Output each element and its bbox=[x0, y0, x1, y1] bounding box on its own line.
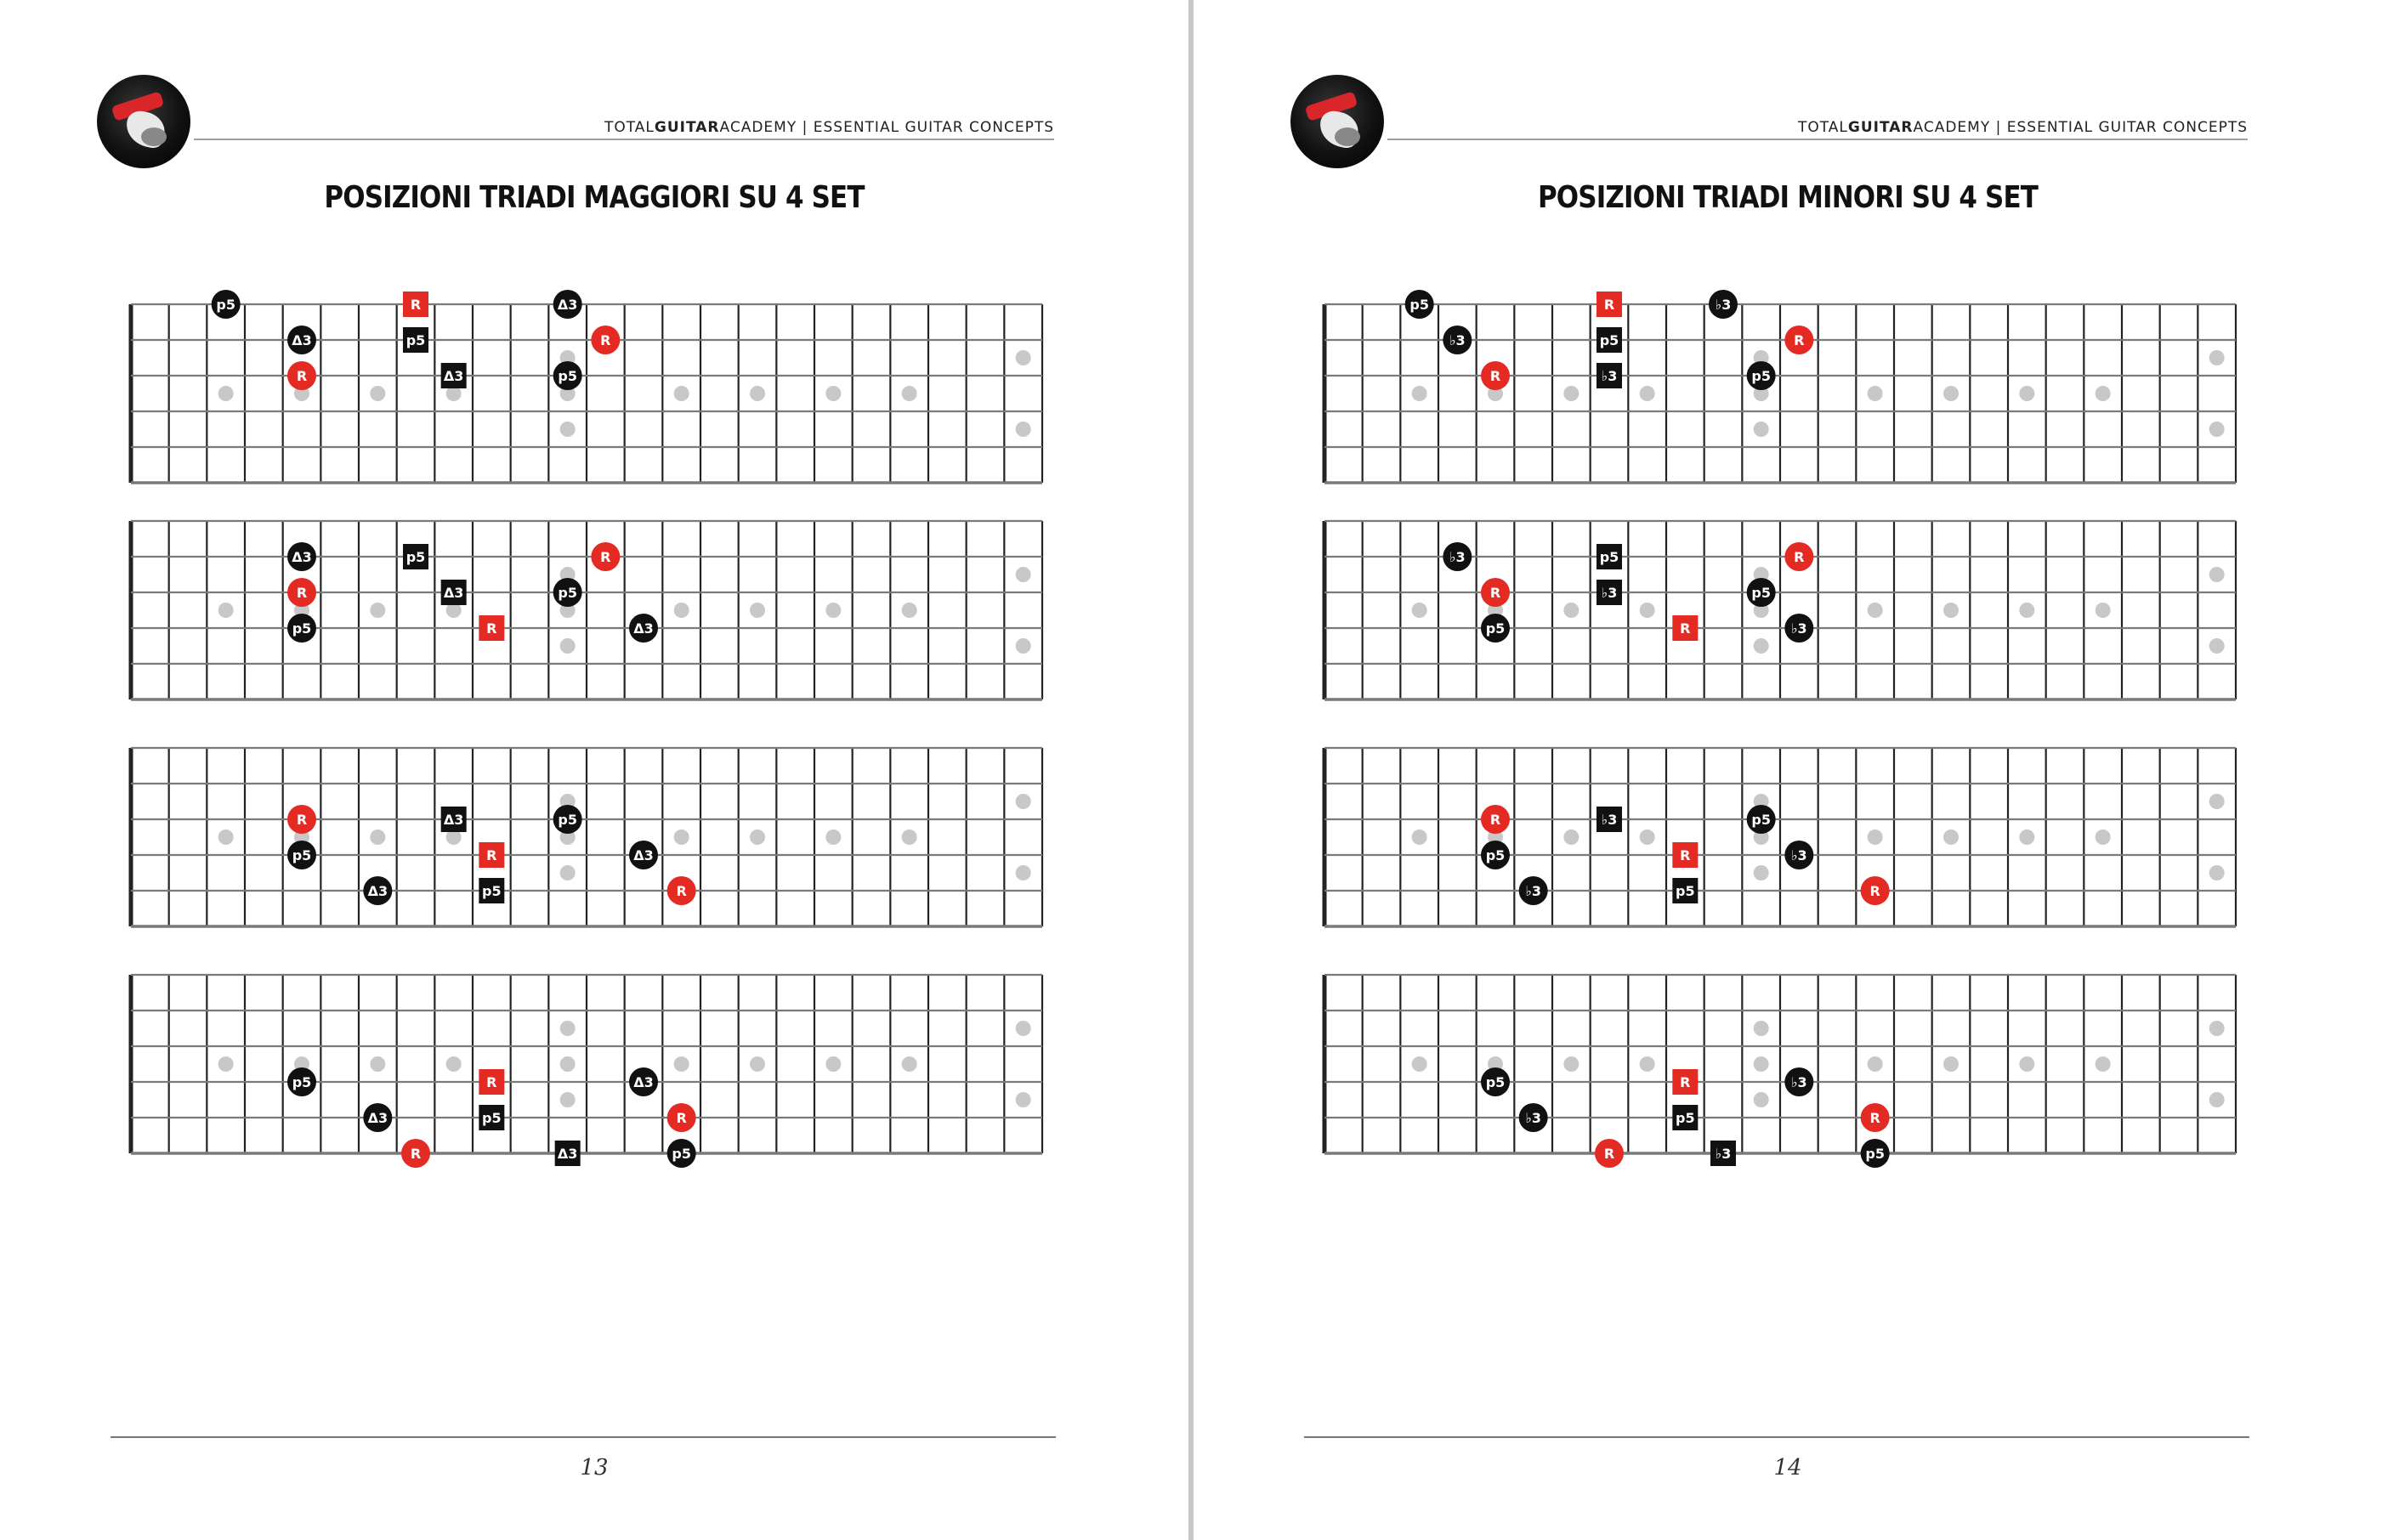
fret-marker bbox=[2019, 603, 2034, 618]
fret-marker bbox=[1943, 829, 1959, 845]
note-label: ♭3 bbox=[1790, 620, 1807, 637]
fretboard-diagram-4 bbox=[1324, 975, 2236, 1168]
note-tone bbox=[287, 614, 316, 643]
note-tone bbox=[363, 1103, 392, 1132]
page-number: 14 bbox=[1773, 1455, 1802, 1481]
fret-marker bbox=[1016, 638, 1031, 654]
note-root bbox=[1672, 842, 1698, 868]
fret-marker bbox=[750, 1056, 765, 1072]
fret-marker bbox=[218, 1056, 234, 1072]
note-tone bbox=[1519, 1103, 1548, 1132]
fret-marker bbox=[560, 422, 576, 437]
note-tone bbox=[363, 876, 392, 905]
note-label: p5 bbox=[482, 883, 502, 899]
note-label: p5 bbox=[482, 1110, 502, 1126]
running-header: TOTALGUITARACADEMY | ESSENTIAL GUITAR CONCEPTS bbox=[604, 119, 1054, 136]
note-label: R bbox=[676, 883, 687, 899]
note-label: ♭3 bbox=[1525, 1110, 1542, 1126]
note-tone bbox=[441, 580, 467, 605]
fretboard-diagram-2 bbox=[131, 521, 1042, 699]
note-label: R bbox=[1794, 549, 1805, 565]
fret-marker bbox=[1754, 1056, 1769, 1072]
note-root bbox=[1597, 292, 1622, 317]
fret-marker bbox=[2019, 386, 2034, 401]
note-tone bbox=[1519, 876, 1548, 905]
fret-marker bbox=[218, 829, 234, 845]
fret-marker bbox=[2096, 603, 2111, 618]
note-tone bbox=[1784, 841, 1813, 869]
fret-marker bbox=[560, 1092, 576, 1107]
fret-marker bbox=[825, 603, 841, 618]
note-root bbox=[591, 326, 620, 354]
note-label: Δ3 bbox=[292, 332, 312, 348]
fret-marker bbox=[2096, 386, 2111, 401]
fret-marker bbox=[1563, 603, 1579, 618]
fret-marker bbox=[1754, 422, 1769, 437]
note-label: Δ3 bbox=[367, 883, 388, 899]
running-header: TOTALGUITARACADEMY | ESSENTIAL GUITAR CONCEPTS bbox=[1797, 119, 2248, 136]
note-tone bbox=[287, 326, 316, 354]
fret-marker bbox=[2209, 1021, 2225, 1036]
note-label: Δ3 bbox=[633, 1074, 654, 1090]
note-root bbox=[1861, 876, 1890, 905]
note-label: R bbox=[296, 368, 308, 384]
fret-marker bbox=[902, 1056, 917, 1072]
footer-rule bbox=[111, 1436, 1056, 1438]
fret-marker bbox=[2209, 638, 2225, 654]
note-tone bbox=[1784, 1067, 1813, 1096]
fret-marker bbox=[1868, 1056, 1883, 1072]
note-label: p5 bbox=[558, 368, 577, 384]
page-title: POSIZIONI TRIADI MAGGIORI SU 4 SET bbox=[324, 180, 865, 215]
note-tone bbox=[629, 1067, 658, 1096]
fret-marker bbox=[1640, 603, 1655, 618]
fret-marker bbox=[825, 1056, 841, 1072]
note-tone bbox=[287, 1067, 316, 1096]
fret-marker bbox=[560, 638, 576, 654]
fretboard-diagram-4 bbox=[131, 975, 1042, 1168]
note-label: R bbox=[600, 549, 611, 565]
note-tone bbox=[1710, 1141, 1736, 1166]
fret-marker bbox=[1412, 386, 1427, 401]
note-tone bbox=[1747, 578, 1776, 607]
note-label: R bbox=[1680, 847, 1691, 863]
note-tone bbox=[1709, 290, 1738, 319]
note-label: p5 bbox=[292, 847, 312, 863]
fret-marker bbox=[902, 829, 917, 845]
note-label: R bbox=[1869, 883, 1880, 899]
note-root bbox=[287, 578, 316, 607]
fret-marker bbox=[750, 386, 765, 401]
fret-marker bbox=[560, 1021, 576, 1036]
fret-marker bbox=[1412, 829, 1427, 845]
note-root bbox=[667, 876, 696, 905]
note-tone bbox=[629, 841, 658, 869]
note-label: ♭3 bbox=[1525, 883, 1542, 899]
fret-marker bbox=[1943, 603, 1959, 618]
fret-marker bbox=[750, 603, 765, 618]
fret-marker bbox=[1563, 829, 1579, 845]
note-tone bbox=[1481, 614, 1510, 643]
fret-marker bbox=[370, 1056, 385, 1072]
note-label: p5 bbox=[1409, 297, 1429, 313]
note-label: p5 bbox=[1485, 847, 1506, 863]
fret-marker bbox=[1412, 1056, 1427, 1072]
note-label: R bbox=[410, 297, 422, 313]
note-label: p5 bbox=[406, 549, 426, 565]
fret-marker bbox=[1943, 386, 1959, 401]
note-label: ♭3 bbox=[1790, 847, 1807, 863]
fret-marker bbox=[2209, 567, 2225, 582]
fret-marker bbox=[2019, 1056, 2034, 1072]
note-label: ♭3 bbox=[1449, 332, 1466, 348]
fret-marker bbox=[2096, 829, 2111, 845]
fret-marker bbox=[1754, 638, 1769, 654]
note-tone bbox=[403, 544, 428, 569]
note-tone bbox=[441, 807, 467, 832]
note-tone bbox=[1861, 1139, 1890, 1168]
page-13 bbox=[0, 0, 1188, 1540]
note-tone bbox=[287, 542, 316, 571]
fret-marker bbox=[560, 1056, 576, 1072]
note-tone bbox=[1405, 290, 1434, 319]
fret-marker bbox=[902, 603, 917, 618]
note-label: ♭3 bbox=[1601, 812, 1618, 828]
fret-marker bbox=[2096, 1056, 2111, 1072]
note-tone bbox=[1443, 326, 1472, 354]
note-label: R bbox=[1603, 297, 1615, 313]
note-label: p5 bbox=[1485, 620, 1506, 637]
note-tone bbox=[403, 327, 428, 353]
fret-marker bbox=[750, 829, 765, 845]
note-root bbox=[1672, 615, 1698, 641]
note-tone bbox=[1443, 542, 1472, 571]
note-label: R bbox=[1603, 1146, 1615, 1162]
note-label: R bbox=[410, 1146, 422, 1162]
note-tone bbox=[553, 805, 582, 834]
fret-marker bbox=[1868, 603, 1883, 618]
fret-marker bbox=[1943, 1056, 1959, 1072]
fretboard-diagrams bbox=[1194, 0, 2382, 1540]
footer-rule bbox=[1304, 1436, 2249, 1438]
note-root bbox=[591, 542, 620, 571]
note-label: R bbox=[600, 332, 611, 348]
note-label: ♭3 bbox=[1715, 297, 1732, 313]
fret-marker bbox=[1016, 422, 1031, 437]
fret-marker bbox=[1016, 1092, 1031, 1107]
note-tone bbox=[1597, 580, 1622, 605]
note-label: R bbox=[676, 1110, 687, 1126]
fret-marker bbox=[560, 865, 576, 880]
note-tone bbox=[1747, 361, 1776, 390]
note-tone bbox=[1784, 614, 1813, 643]
fretboard-diagram-2 bbox=[1324, 521, 2236, 699]
note-label: Δ3 bbox=[443, 368, 464, 384]
note-tone bbox=[1597, 363, 1622, 388]
note-tone bbox=[667, 1139, 696, 1168]
fret-marker bbox=[1016, 1021, 1031, 1036]
note-root bbox=[401, 1139, 430, 1168]
note-label: R bbox=[1489, 812, 1501, 828]
fret-marker bbox=[2019, 829, 2034, 845]
fret-marker bbox=[218, 386, 234, 401]
fret-marker bbox=[2209, 1092, 2225, 1107]
fret-marker bbox=[825, 386, 841, 401]
note-label: Δ3 bbox=[443, 812, 464, 828]
note-label: p5 bbox=[1676, 1110, 1695, 1126]
fret-marker bbox=[446, 1056, 462, 1072]
note-tone bbox=[553, 290, 582, 319]
note-tone bbox=[1597, 327, 1622, 353]
note-root bbox=[479, 615, 504, 641]
note-label: p5 bbox=[672, 1146, 691, 1162]
fretboard-diagram-3 bbox=[131, 748, 1042, 926]
fret-marker bbox=[1754, 1092, 1769, 1107]
fret-marker bbox=[2209, 350, 2225, 365]
fret-marker bbox=[218, 603, 234, 618]
note-tone bbox=[479, 878, 504, 903]
note-root bbox=[1595, 1139, 1624, 1168]
note-label: p5 bbox=[1599, 549, 1619, 565]
note-root bbox=[1481, 805, 1510, 834]
note-tone bbox=[1481, 841, 1510, 869]
fret-marker bbox=[370, 829, 385, 845]
note-root bbox=[1784, 326, 1813, 354]
note-root bbox=[1784, 542, 1813, 571]
note-root bbox=[287, 361, 316, 390]
fret-marker bbox=[1868, 386, 1883, 401]
fret-marker bbox=[674, 386, 689, 401]
note-label: Δ3 bbox=[557, 297, 578, 313]
fret-marker bbox=[1016, 865, 1031, 880]
fret-marker bbox=[674, 829, 689, 845]
note-root bbox=[1672, 1069, 1698, 1095]
fret-marker bbox=[1563, 1056, 1579, 1072]
note-root bbox=[479, 1069, 504, 1095]
note-label: p5 bbox=[1751, 812, 1771, 828]
note-tone bbox=[441, 363, 467, 388]
note-tone bbox=[1481, 1067, 1510, 1096]
note-label: ♭3 bbox=[1449, 549, 1466, 565]
note-label: p5 bbox=[1485, 1074, 1506, 1090]
note-label: ♭3 bbox=[1601, 368, 1618, 384]
fretboard-diagram-1 bbox=[1324, 290, 2236, 483]
note-label: Δ3 bbox=[443, 585, 464, 601]
note-label: p5 bbox=[216, 297, 235, 313]
note-tone bbox=[553, 361, 582, 390]
note-label: Δ3 bbox=[292, 549, 312, 565]
note-label: R bbox=[1680, 620, 1691, 637]
note-root bbox=[1481, 361, 1510, 390]
fret-marker bbox=[674, 1056, 689, 1072]
note-tone bbox=[555, 1141, 581, 1166]
fret-marker bbox=[1754, 865, 1769, 880]
note-label: p5 bbox=[292, 620, 312, 637]
page-title: POSIZIONI TRIADI MINORI SU 4 SET bbox=[1537, 180, 2039, 215]
note-label: p5 bbox=[1751, 368, 1771, 384]
note-label: p5 bbox=[1599, 332, 1619, 348]
note-label: ♭3 bbox=[1790, 1074, 1807, 1090]
note-tone bbox=[479, 1105, 504, 1130]
fret-marker bbox=[370, 386, 385, 401]
note-label: p5 bbox=[292, 1074, 312, 1090]
fret-marker bbox=[1563, 386, 1579, 401]
fret-marker bbox=[1016, 794, 1031, 809]
fretboard-diagrams bbox=[0, 0, 1188, 1540]
note-tone bbox=[1597, 807, 1622, 832]
note-root bbox=[479, 842, 504, 868]
note-tone bbox=[1672, 878, 1698, 903]
note-label: ♭3 bbox=[1715, 1146, 1732, 1162]
note-label: p5 bbox=[1751, 585, 1771, 601]
note-tone bbox=[1747, 805, 1776, 834]
note-tone bbox=[287, 841, 316, 869]
note-root bbox=[667, 1103, 696, 1132]
note-label: R bbox=[1794, 332, 1805, 348]
note-label: R bbox=[296, 812, 308, 828]
fretboard-diagram-3 bbox=[1324, 748, 2236, 926]
note-label: R bbox=[1869, 1110, 1880, 1126]
note-label: p5 bbox=[558, 585, 577, 601]
fret-marker bbox=[2209, 794, 2225, 809]
note-label: Δ3 bbox=[367, 1110, 388, 1126]
note-label: R bbox=[1680, 1074, 1691, 1090]
fret-marker bbox=[2209, 865, 2225, 880]
note-label: p5 bbox=[406, 332, 426, 348]
fret-marker bbox=[2209, 422, 2225, 437]
note-label: Δ3 bbox=[633, 847, 654, 863]
note-tone bbox=[553, 578, 582, 607]
note-label: p5 bbox=[1676, 883, 1695, 899]
note-label: R bbox=[296, 585, 308, 601]
fret-marker bbox=[1640, 386, 1655, 401]
fret-marker bbox=[1016, 350, 1031, 365]
note-label: ♭3 bbox=[1601, 585, 1618, 601]
note-root bbox=[1481, 578, 1510, 607]
page-14 bbox=[1194, 0, 2382, 1540]
fret-marker bbox=[1016, 567, 1031, 582]
fret-marker bbox=[1868, 829, 1883, 845]
note-root bbox=[403, 292, 428, 317]
note-label: R bbox=[1489, 585, 1501, 601]
note-label: Δ3 bbox=[557, 1146, 578, 1162]
fret-marker bbox=[370, 603, 385, 618]
note-tone bbox=[1597, 544, 1622, 569]
note-label: p5 bbox=[1865, 1146, 1885, 1162]
fret-marker bbox=[825, 829, 841, 845]
fretboard-diagram-1 bbox=[131, 290, 1042, 483]
note-root bbox=[1861, 1103, 1890, 1132]
note-label: p5 bbox=[558, 812, 577, 828]
note-tone bbox=[1672, 1105, 1698, 1130]
fret-marker bbox=[1640, 829, 1655, 845]
fret-marker bbox=[1754, 1021, 1769, 1036]
note-tone bbox=[629, 614, 658, 643]
note-label: R bbox=[486, 1074, 497, 1090]
note-label: R bbox=[486, 847, 497, 863]
note-root bbox=[287, 805, 316, 834]
note-label: Δ3 bbox=[633, 620, 654, 637]
fret-marker bbox=[674, 603, 689, 618]
note-label: R bbox=[1489, 368, 1501, 384]
fret-marker bbox=[1412, 603, 1427, 618]
page-number: 13 bbox=[580, 1455, 609, 1481]
fret-marker bbox=[902, 386, 917, 401]
note-tone bbox=[212, 290, 241, 319]
fret-marker bbox=[1640, 1056, 1655, 1072]
note-label: R bbox=[486, 620, 497, 637]
